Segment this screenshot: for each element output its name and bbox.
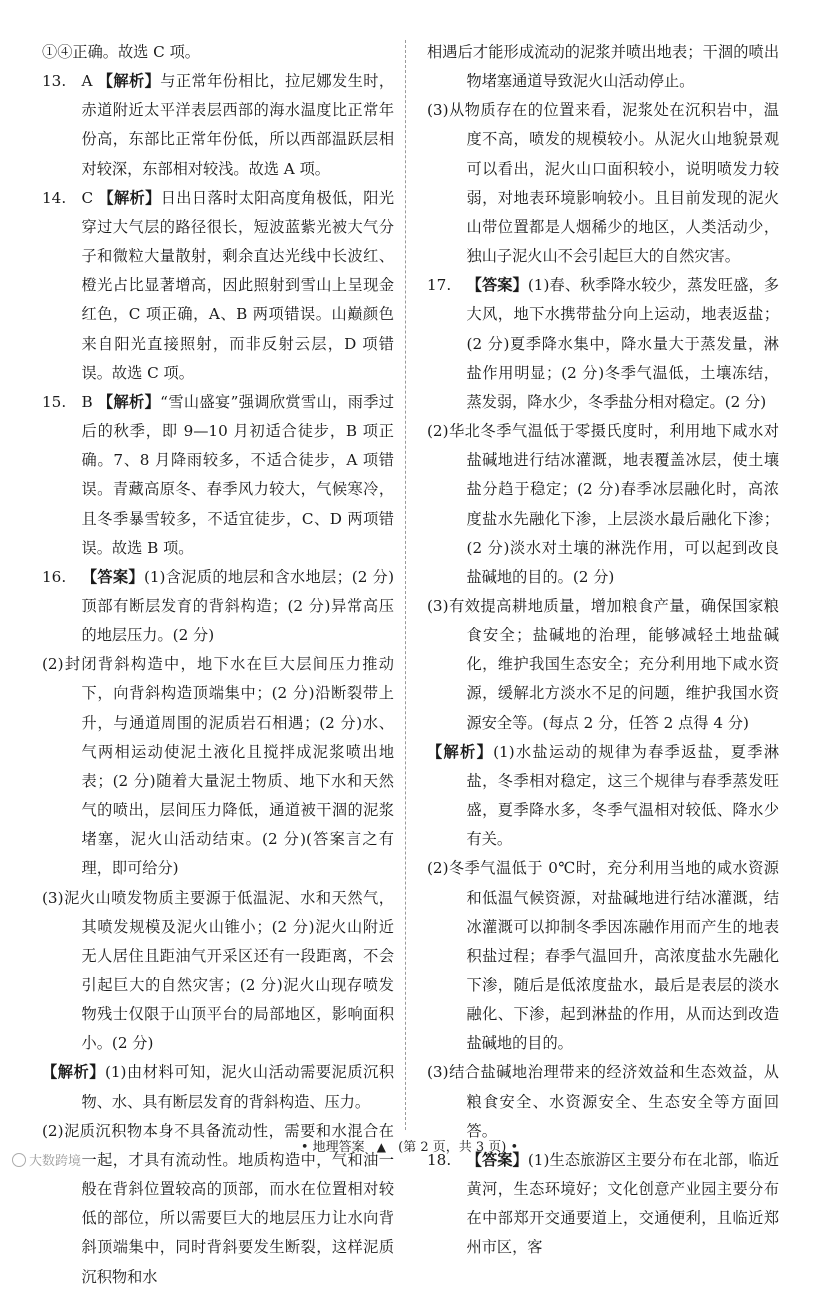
question-number: 15. bbox=[42, 392, 67, 411]
footer-page-number: (第 2 页，共 3 页) bbox=[398, 1140, 507, 1155]
column-divider bbox=[405, 40, 406, 1130]
analysis-text: 与正常年份相比，拉尼娜发生时，赤道附近太平洋表层西部的海水温度比正常年份高，东部比正常年份低，所以西部温跃层相对较深，东部相对较浅。故选 A 项。 bbox=[81, 72, 395, 178]
analysis-text: 日出日落时太阳高度角极低，阳光穿过大气层的路径很长，短波蓝紫光被大气分子和微粒大量散射，剩余直达光线中长波红、橙光占比显著增高，因此照射到雪山上呈现金红色，C 项正确，A、B 两项错误。山巅颜色来自阳光直接照射，而非反射云层，D 项错误。故选 C 项。 bbox=[81, 188, 395, 382]
analysis-text: “雪山盛宴”强调欣赏雪山，雨季过后的秋季，即 9—10 月初适合徒步，B 项正确。7、8 月降雨较多，不适合徒步，A 项错误。青藏高原冬、春季风力较大，气候寒冷，且冬季暴雪较多，不适宜徒步，C、D 两项错误。故选 B 项。 bbox=[81, 392, 395, 557]
footer-subject: 地理答案 bbox=[312, 1140, 365, 1155]
analysis-text: (2)冬季气温低于 0℃时，充分利用当地的咸水资源和低温气候资源，对盐碱地进行结冰灌溉，结冰灌溉可以抑制冬季因冻融作用而产生的地表积盐过程；春季气温回升，高浓度盐水先融化下渗，随后是低浓度盐水，最后是表层的淡水融化、下渗，起到淋盐的作用，从而达到改造盐碱地的目的。 bbox=[427, 859, 779, 1053]
analysis-tag: 【解析】 bbox=[42, 1063, 105, 1082]
question-number: 16. bbox=[42, 567, 67, 586]
page-footer bbox=[0, 1136, 819, 1155]
question-14 bbox=[42, 184, 394, 388]
answer-tag: 【答案】 bbox=[466, 1150, 528, 1169]
analysis-tag: 【解析】 bbox=[97, 392, 161, 411]
answer-text: (2)华北冬季气温低于零摄氏度时，利用地下咸水对盐碱地进行结冰灌溉，地表覆盖冰层，使土壤盐分趋于稳定；(2 分)春季冰层融化时，高浓度盐水先融化下渗，上层淡水最后融化下渗；(2 分)淡水对土壤的淋洗作用，可以起到改良盐碱地的目的。(2 分) bbox=[427, 422, 779, 586]
analysis-paragraph bbox=[427, 38, 779, 96]
question-18 bbox=[427, 1146, 779, 1263]
question-16 bbox=[42, 563, 394, 650]
analysis-text: (3)从物质存在的位置来看，泥浆处在沉积岩中，温度不高，喷发的规模较小。从泥火山地貌景观可以看出，泥火山口面积较小，说明喷发力较弱，对地表环境影响较小。且目前发现的泥火山带位置都是人烟稀少的地区，人类活动少，独山子泥火山不会引起巨大的自然灾害。 bbox=[427, 101, 779, 266]
analysis-tag: 【解析】 bbox=[97, 72, 161, 91]
right-column bbox=[427, 38, 779, 1263]
answer-paragraph bbox=[427, 592, 779, 738]
question-17 bbox=[427, 271, 779, 417]
question-number: 13. bbox=[42, 72, 67, 91]
answer-letter: B bbox=[81, 392, 93, 411]
answer-paragraph bbox=[427, 417, 779, 592]
analysis-paragraph bbox=[427, 738, 779, 855]
answer-line: ①④正确。故选 C 项。 bbox=[42, 43, 200, 61]
watermark-logo-icon bbox=[12, 1153, 26, 1167]
analysis-text: (1)水盐运动的规律为春季返盐，夏季淋盐，冬季相对稳定，这三个规律与春季蒸发旺盛，夏季降水多，冬季气温相对较低、降水少有关。 bbox=[466, 742, 780, 849]
left-column bbox=[42, 38, 394, 1292]
answer-letter: A bbox=[81, 72, 93, 91]
analysis-tag: 【解析】 bbox=[427, 742, 494, 761]
answer-text: (3)有效提高耕地质量，增加粮食产量，确保国家粮食安全；盐碱地的治理，能够减轻土地盐碱化，维护我国生态安全；充分利用地下咸水资源，缓解北方淡水不足的问题，维护我国水资源安全等。(每点 2 分，任答 2 点得 4 分) bbox=[427, 596, 779, 732]
answer-letter: C bbox=[81, 188, 94, 207]
analysis-tag: 【解析】 bbox=[98, 188, 161, 207]
answer-text: (1)春、秋季降水较少，蒸发旺盛，多大风，地下水携带盐分向上运动，地表返盐；(2 分)夏季降水集中，降水量大于蒸发量，淋盐作用明显；(2 分)冬季气温低，土壤冻结，蒸发弱，降水少，冬季盐分相对稳定。(2 分) bbox=[466, 276, 780, 411]
question-number: 18. bbox=[427, 1150, 452, 1169]
question-number: 14. bbox=[42, 188, 67, 207]
answer-paragraph bbox=[42, 650, 394, 883]
watermark bbox=[12, 1150, 81, 1169]
answer-tag: 【答案】 bbox=[466, 276, 528, 295]
footer-dot: • bbox=[510, 1140, 519, 1155]
answer-tag: 【答案】 bbox=[81, 567, 144, 586]
analysis-paragraph bbox=[427, 854, 779, 1058]
question-number: 17. bbox=[427, 276, 452, 295]
watermark-text: 大数跨境 bbox=[29, 1154, 82, 1169]
footer-dot: • bbox=[300, 1140, 309, 1155]
answer-text: (1)含泥质的地层和含水地层；(2 分)顶部有断层发育的背斜构造；(2 分)异常高压的地层压力。(2 分) bbox=[81, 567, 395, 645]
answer-text: (2)封闭背斜构造中，地下水在巨大层间压力推动下，向背斜构造顶端集中；(2 分)沿断裂带上升，与通道周围的泥质岩石相遇；(2 分)水、气两相运动使泥土液化且搅拌成泥浆喷出地表；(2 分)随着大量泥土物质、地下水和天然气的喷出，层间压力降低，通道被干涸的泥浆堵塞，泥火山活动结束。(2 分)(答案言之有理，即可给分) bbox=[42, 655, 394, 878]
answer-text: (3)泥火山喷发物质主要源于低温泥、水和天然气，其喷发规模及泥火山锥小；(2 分)泥火山附近无人居住且距油气开采区还有一段距离，不会引起巨大的自然灾害；(2 分)泥火山现存喷发物残士仅限于山顶平台的局部地区，影响面积小。(2 分) bbox=[42, 888, 394, 1053]
analysis-paragraph bbox=[427, 96, 779, 271]
question-15 bbox=[42, 388, 394, 563]
triangle-icon: ▲ bbox=[376, 1140, 387, 1154]
answer-text: (1)生态旅游区主要分布在北部，临近黄河，生态环境好；文化创意产业园主要分布在中部郑开交通要道上，交通便利，且临近郑州市区，客 bbox=[466, 1150, 780, 1257]
analysis-text: (1)由材料可知，泥火山活动需要泥质沉积物、水、具有断层发育的背斜构造、压力。 bbox=[81, 1063, 395, 1111]
analysis-paragraph bbox=[42, 1058, 394, 1116]
analysis-text: (3)结合盐碱地治理带来的经济效益和生态效益，从粮食安全、水资源安全、生态安全等方面回答。 bbox=[427, 1063, 779, 1140]
analysis-paragraph bbox=[427, 1058, 779, 1145]
answer-paragraph bbox=[42, 884, 394, 1059]
question-13 bbox=[42, 67, 394, 184]
analysis-text: 相遇后才能形成流动的泥浆并喷出地表；干涸的喷出物堵塞通道导致泥火山活动停止。 bbox=[427, 43, 779, 91]
analysis-text: (2)泥质沉积物本身不具备流动性，需要和水混合在一起，才具有流动性。地质构造中，气和油一般在背斜位置较高的顶部，而水在位置相对较低的部位，所以需要巨大的地层压力让水向背斜顶端集中，同时背斜要发生断裂，这样泥质沉积物和水 bbox=[42, 1121, 394, 1286]
